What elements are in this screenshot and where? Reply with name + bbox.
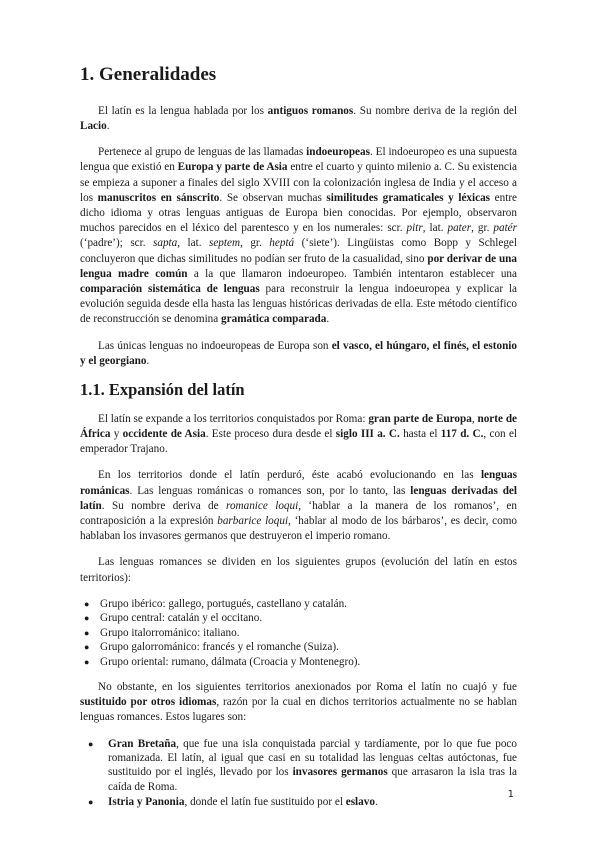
bold-text: lenguas derivadas del latín [80,484,517,512]
list-item: ● Grupo galorrománico: francés y el romanche (Suiza). [80,640,517,654]
text-run: hasta el [399,428,441,441]
bold-text: Lacio [80,120,107,132]
italic-text: romanice loqui [226,499,299,512]
text-run: entre el cuarto y quinto milenio a. C. Su existencia se empieza a suponer a finales del siglo XVIII con la colonización inglesa de India y el acceso a los [80,161,517,204]
text-run: , donde el latín fue sustituido por el [184,796,346,809]
list-item [80,795,517,809]
bold-text: Europa y parte de Asia [177,161,288,174]
text-run: , lat. [422,222,448,235]
page-number: 1 [507,789,514,800]
italic-text: pater [447,222,472,235]
text-run: En los territorios donde el latín perduró, éste acabó evolucionando en las [98,469,481,482]
paragraph-intro [80,104,517,134]
text-run: y [110,428,123,441]
replaced-territories-list [80,737,517,810]
paragraph-expansion [80,412,517,458]
bold-text: siglo III a. C. [335,428,400,441]
list-item: ● Grupo italorrománico: italiano. [80,626,517,640]
text-run: El latín se expande a los territorios conquistados por Roma: [98,412,369,425]
italic-text: pitr [406,222,423,235]
bold-text: antiguos romanos [267,104,354,117]
list-item: ● Grupo ibérico: gallego, portugués, castellano y catalán. [80,597,517,611]
bold-text: invasores germanos [292,766,388,779]
bold-text: comparación sistemática de lenguas [80,283,260,296]
bold-text: indoeuropeas [306,146,370,159]
text-run: entre dicho idioma y otras lenguas antiguas de Europa bien conocidas. Por ejemplo, observaron muchos parecidos en el léxico del parentesco y en los numerales: scr. [80,191,518,235]
text-run: , razón por la cual en dichos territorios actualmente no se hablan lenguas romances. Estos lugares son: [80,696,518,724]
text-run: . Las lenguas románicas o romances son, por lo tanto, las [129,484,411,497]
italic-text: patér [493,222,518,235]
italic-text: heptá [269,237,295,250]
subsection-heading: 1.1. Expansión del latín [80,380,245,400]
text-run: . [326,313,330,326]
text-run: Las únicas lenguas no indoeuropeas de Europa son [98,339,332,352]
text-run: a la que llamaron indoeuropeo. También intentaron establecer una [187,267,517,280]
text-run: . Su nombre deriva de la región del [353,104,517,117]
text-run: para reconstruir la lengua indoeuropea y explicar la evolución seguida desde ella hasta las lenguas históricas derivadas de ella. Este método científico de reconstrucción se denomina [80,283,518,326]
text-run: , gr. [471,222,494,235]
text-run: , ‘hablar a la manera de los romanos’, en contraposición a la expresión [80,499,517,528]
bold-text: manuscritos en sánscrito [97,191,220,204]
italic-text: sapta [153,237,178,250]
bold-text: el vasco, el húngaro, el finés, el estonio y el georgiano [80,339,517,367]
bold-text: gramática comparada [221,313,327,326]
bold-text: sustituido por otros idiomas [80,696,217,709]
paragraph-non-indoeuropean [80,339,517,369]
paragraph-romance-languages [80,468,517,544]
text-run: No obstante, en los siguientes territorios anexionados por Roma el latín no cuajó y fue [98,680,517,693]
list-item [80,737,517,795]
bold-text: Istria y Panonia [108,796,185,809]
bold-text: Gran Bretaña [108,737,177,750]
bold-text: gran parte de Europa [368,412,472,425]
bold-text: occidente de Asia [122,428,206,441]
text-run: . Su nombre deriva de [101,499,226,512]
text-run: , lat. [177,237,209,250]
text-run: . Se observan muchas [219,191,327,204]
text-run: que arrasaron la isla tras la caída de Roma. [108,766,517,793]
bold-text: lenguas románicas [80,469,517,497]
list-item: ● Grupo central: catalán y el occitano. [80,611,517,625]
bold-text: por derivar de una lengua madre común [80,252,517,280]
text-run: , [471,412,478,425]
document-page [80,64,517,821]
text-run: (‘siete’). Lingüistas como Bopp y Schlegel concluyeron que dichas similitudes no podían ser fruto de la casualidad, sino [80,237,517,265]
text-run: . Este proceso dura desde el [205,428,336,441]
section-heading: 1. Generalidades [80,64,217,85]
italic-text: septem [208,237,241,250]
text-run: , gr. [240,237,270,250]
paragraph-indoeuropean [80,145,517,327]
text-run: . [106,120,110,132]
text-run: , ‘hablar al modo de los bárbaros’, es decir, como hablaban los invasores germanos que destruyeron el imperio romano. [80,515,517,543]
paragraph-groups-intro [80,555,517,585]
bold-text: norte de África [80,412,518,441]
text-run: , que fue una isla conquistada parcial y tardíamente, por lo que fue poco romanizada. El latín, al igual que casi en su totalidad las lenguas celtas autóctonas, fue sustituido por el inglés, llevado por los [108,737,517,779]
text-run: (‘padre’); scr. [80,237,154,250]
romance-groups-list [80,597,517,669]
bold-text: eslavo [345,796,375,809]
text-run: Pertenece al grupo de lenguas de las llamadas [98,146,307,159]
text-run: Las lenguas romances se dividen en los siguientes grupos (evolución del latín en estos territorios): [80,556,517,584]
bold-text: 117 d. C. [440,428,484,441]
text-run: . [374,796,378,809]
text-run: El latín es la lengua hablada por los [98,104,268,117]
paragraph-replaced-territories [80,680,517,726]
list-item: ● Grupo oriental: rumano, dálmata (Croacia y Montenegro). [80,655,517,669]
text-run: . El indoeuropeo es una supuesta lengua que existió en [80,146,517,174]
text-run: , con el emperador Trajano. [80,428,518,456]
bold-text: similitudes gramaticales y léxicas [326,191,491,204]
italic-text: barbarice loqui [217,515,289,528]
text-run: . [146,354,150,367]
